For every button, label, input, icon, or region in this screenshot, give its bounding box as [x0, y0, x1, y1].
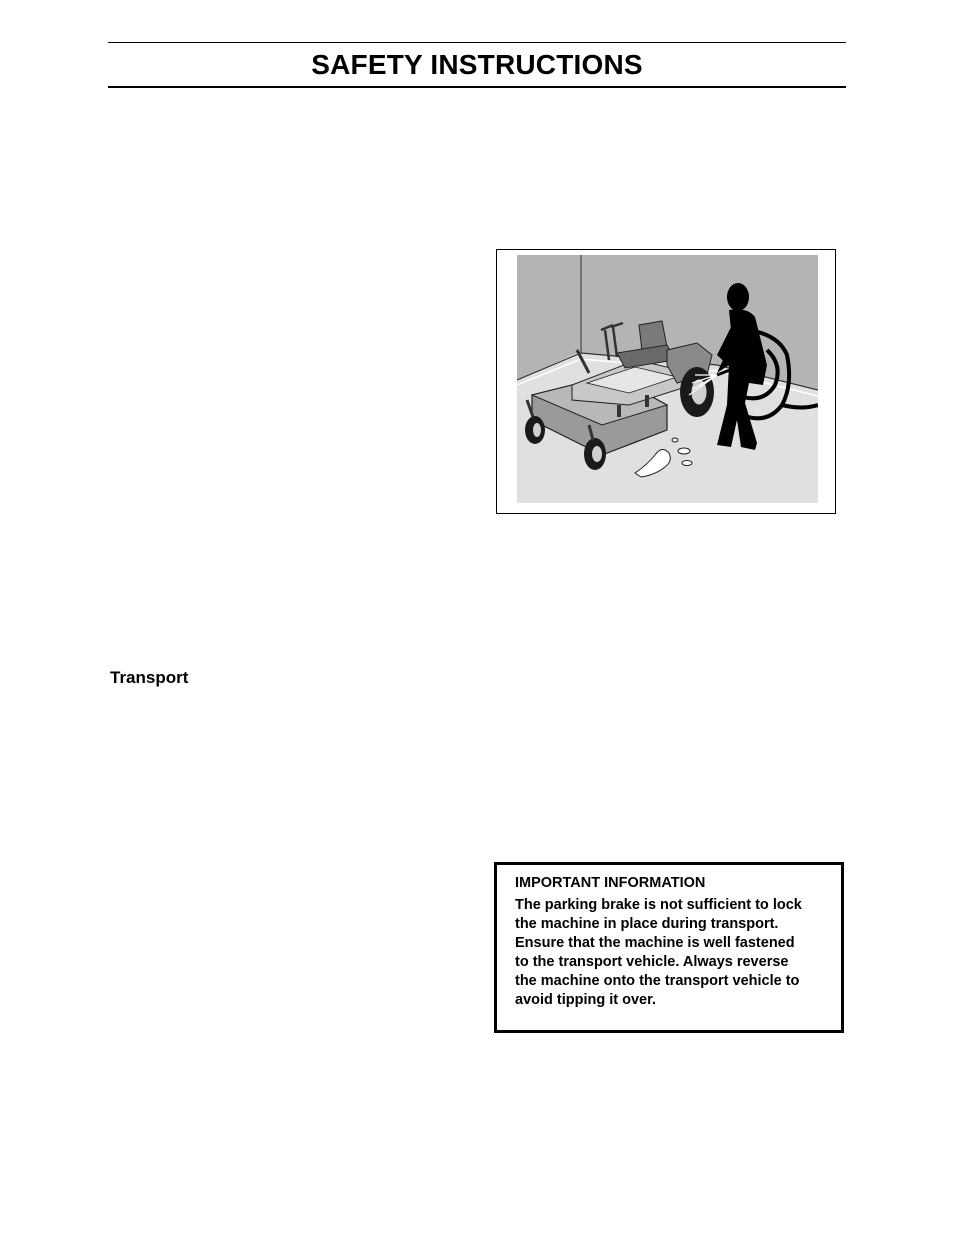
cleaning-illustration: [517, 255, 818, 503]
transport-section-heading: Transport: [110, 668, 189, 687]
info-line: the machine in place during transport.: [515, 916, 779, 932]
info-line: the machine onto the transport vehicle to: [515, 973, 800, 989]
cleaning-illustration-frame: [496, 249, 836, 514]
info-box-text: [515, 896, 827, 1010]
info-line: avoid tipping it over.: [515, 992, 656, 1008]
info-box-title: IMPORTANT INFORMATION: [515, 875, 706, 891]
info-line: Ensure that the machine is well fastened: [515, 935, 795, 951]
info-line: The parking brake is not sufficient to lock: [515, 897, 802, 913]
page-header: [108, 42, 846, 88]
important-information-box: [494, 862, 844, 1033]
info-line: to the transport vehicle. Always reverse: [515, 954, 789, 970]
page-title: SAFETY INSTRUCTIONS: [311, 48, 643, 80]
